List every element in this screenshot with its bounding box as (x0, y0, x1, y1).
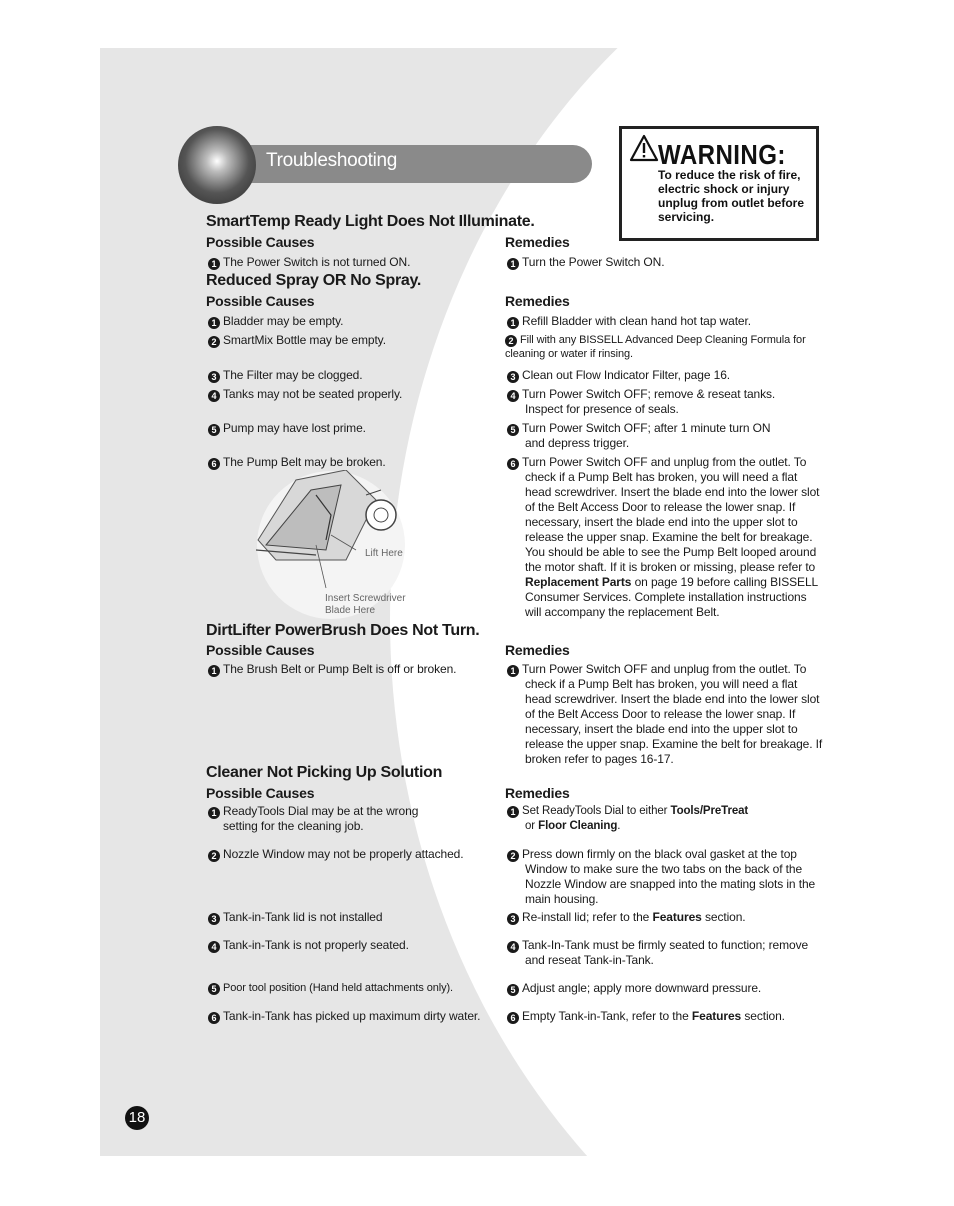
number-badge-icon: 1 (507, 806, 519, 818)
cause-item: 4 Tank-in-Tank is not properly seated. (208, 938, 409, 953)
section-title: Reduced Spray OR No Spray. (206, 272, 422, 289)
number-badge-icon: 1 (507, 258, 519, 270)
number-badge-icon: 1 (208, 317, 220, 329)
number-badge-icon: 1 (208, 258, 220, 270)
cause-item: 1 Bladder may be empty. (208, 314, 343, 329)
remedy-item: 1 Refill Bladder with clean hand hot tap water. (507, 314, 751, 329)
cause-item: 2 SmartMix Bottle may be empty. (208, 333, 386, 348)
cause-item: 2 Nozzle Window may not be properly attached. (208, 847, 464, 862)
remedy-item: 3 Re-install lid; refer to the Features section. (507, 910, 746, 925)
number-badge-icon: 6 (208, 458, 220, 470)
number-badge-icon: 5 (208, 424, 220, 436)
warning-title: WARNING: (658, 139, 786, 170)
cause-item: 1 ReadyTools Dial may be at the wrong setting for the cleaning job. (208, 804, 433, 834)
remedy-item: 1 Turn Power Switch OFF and unplug from the outlet. To check if a Pump Belt has broken, you will need a flat head screwdriver. Insert the blade end into the lower slot of the Belt Access Door to release the lower snap. If necessary, insert the blade end into the upper slot to release the upper snap. Examine the belt for breakage. If broken refer to pages 16-17. (507, 662, 825, 767)
remedy-item: 5 Adjust angle; apply more downward pressure. (507, 981, 761, 996)
number-badge-icon: 2 (505, 335, 517, 347)
cause-item: 5 Poor tool position (Hand held attachments only). (208, 981, 453, 996)
number-badge-icon: 3 (507, 371, 519, 383)
warning-triangle-icon (629, 134, 659, 162)
header-sphere-icon (178, 126, 256, 204)
remedy-item: 2 Press down firmly on the black oval gasket at the top Window to make sure the two tabs on the back of the Nozzle Window are snapped into the mating slots in the main housing. (507, 847, 825, 907)
cause-item: 3 The Filter may be clogged. (208, 368, 362, 383)
page-number: 18 (125, 1106, 149, 1130)
number-badge-icon: 1 (208, 665, 220, 677)
cause-item: 1 The Power Switch is not turned ON. (208, 255, 410, 270)
remedy-item: 4 Tank-In-Tank must be firmly seated to function; remove and reseat Tank-in-Tank. (507, 938, 830, 968)
remedies-heading: Remedies (505, 642, 570, 658)
cause-item: 5 Pump may have lost prime. (208, 421, 366, 436)
number-badge-icon: 3 (208, 371, 220, 383)
remedy-item: 2 Fill with any BISSELL Advanced Deep Cleaning Formula for cleaning or water if rinsing. (505, 334, 806, 360)
cause-item: 4 Tanks may not be seated properly. (208, 387, 402, 402)
lift-here-label: Lift Here (365, 548, 403, 559)
causes-heading: Possible Causes (206, 293, 315, 309)
number-badge-icon: 4 (208, 390, 220, 402)
page-title: Troubleshooting (266, 150, 398, 171)
remedies-heading: Remedies (505, 785, 570, 801)
cause-item: 1 The Brush Belt or Pump Belt is off or broken. (208, 662, 456, 677)
section-title: SmartTemp Ready Light Does Not Illuminate. (206, 213, 535, 230)
section-title: Cleaner Not Picking Up Solution (206, 764, 443, 781)
section-title: DirtLifter PowerBrush Does Not Turn. (206, 622, 480, 639)
number-badge-icon: 5 (507, 984, 519, 996)
remedy-item: 4 Turn Power Switch OFF; remove & reseat tanks. Inspect for presence of seals. (507, 387, 795, 417)
causes-heading: Possible Causes (206, 785, 315, 801)
cause-item: 6 Tank-in-Tank has picked up maximum dirty water. (208, 1009, 480, 1024)
number-badge-icon: 6 (507, 1012, 519, 1024)
number-badge-icon: 1 (208, 807, 220, 819)
remedy-item: 6 Turn Power Switch OFF and unplug from the outlet. To check if a Pump Belt has broken, you will need a flat head screwdriver. Insert the blade end into the lower slot of the Belt Access Door to release the lower snap. If necessary, insert the blade end into the upper slot to release the upper snap. Examine the belt for breakage. You should be able to see the Pump Belt looped around the motor shaft. If it is broken or missing, please refer to Replacement Parts on page 19 before calling BISSELL Consumer Services. Complete installation instructions will accompany the replacement Belt. (507, 455, 825, 620)
remedy-item: 5 Turn Power Switch OFF; after 1 minute turn ON and depress trigger. (507, 421, 785, 451)
remedy-item: 1 Set ReadyTools Dial to either Tools/PreTreat or Floor Cleaning. (507, 804, 785, 834)
number-badge-icon: 2 (507, 850, 519, 862)
causes-heading: Possible Causes (206, 642, 315, 658)
number-badge-icon: 5 (507, 424, 519, 436)
number-badge-icon: 4 (507, 941, 519, 953)
number-badge-icon: 3 (507, 913, 519, 925)
number-badge-icon: 2 (208, 336, 220, 348)
warning-text: To reduce the risk of fire, electric shock or injury unplug from outlet before servicing. (658, 168, 804, 224)
remedy-item: 6 Empty Tank-in-Tank, refer to the Features section. (507, 1009, 785, 1024)
blade-here-label: Blade Here (325, 605, 376, 616)
remedy-item: 3 Clean out Flow Indicator Filter, page 16. (507, 368, 730, 383)
insert-screwdriver-label: Insert Screwdriver (325, 593, 406, 604)
number-badge-icon: 5 (208, 983, 220, 995)
number-badge-icon: 2 (208, 850, 220, 862)
remedies-heading: Remedies (505, 234, 570, 250)
causes-heading: Possible Causes (206, 234, 315, 250)
number-badge-icon: 6 (507, 458, 519, 470)
cause-item: 3 Tank-in-Tank lid is not installed (208, 910, 382, 925)
remedy-item: 1 Turn the Power Switch ON. (507, 255, 664, 270)
remedies-heading: Remedies (505, 293, 570, 309)
number-badge-icon: 3 (208, 913, 220, 925)
number-badge-icon: 4 (507, 390, 519, 402)
number-badge-icon: 4 (208, 941, 220, 953)
number-badge-icon: 6 (208, 1012, 220, 1024)
number-badge-icon: 1 (507, 665, 519, 677)
cause-item: 6 The Pump Belt may be broken. (208, 455, 386, 470)
number-badge-icon: 1 (507, 317, 519, 329)
